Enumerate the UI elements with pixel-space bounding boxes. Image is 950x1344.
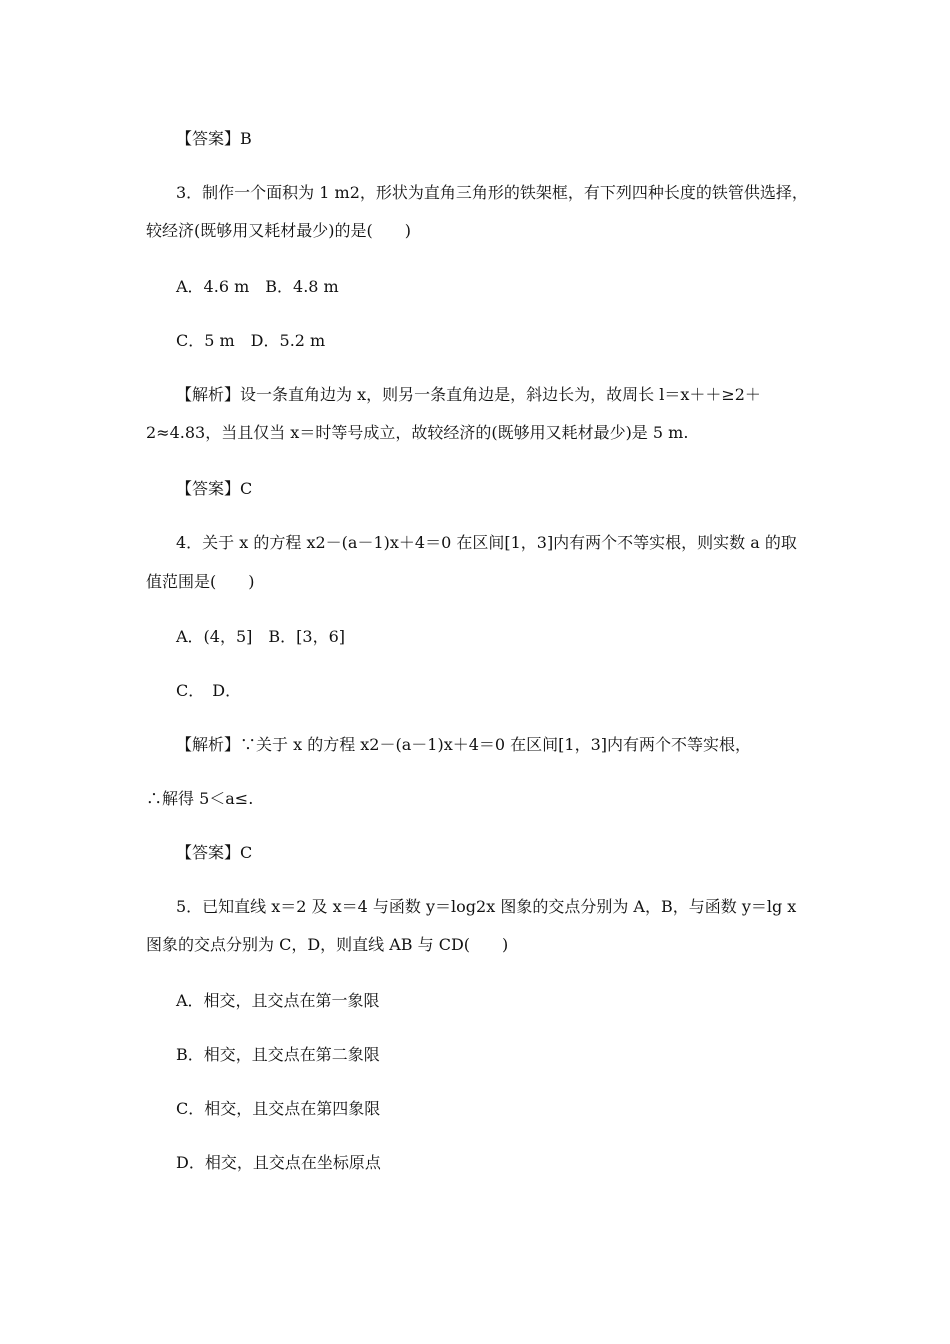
question-4-explanation-line-1: 【解析】∵关于 x 的方程 x2－(a－1)x＋4＝0 在区间[1，3]内有两个不等实根， (176, 735, 752, 754)
question-3-line-1: 3．制作一个面积为 1 m2，形状为直角三角形的铁架框，有下列四种长度的铁管供选择， (176, 183, 808, 202)
question-4-line-2: 值范围是( ) (146, 572, 255, 591)
question-5-option-d: D．相交，且交点在坐标原点 (176, 1153, 381, 1172)
question-5-option-b: B．相交，且交点在第二象限 (176, 1045, 380, 1064)
question-3-explanation-line-2: 2≈4.83，当且仅当 x＝时等号成立，故较经济的(既够用又耗材最少)是 5 m. (146, 423, 689, 442)
question-5-option-a: A．相交，且交点在第一象限 (176, 991, 380, 1010)
question-5-option-c: C．相交，且交点在第四象限 (176, 1099, 381, 1118)
question-3-options-cd: C．5 m D．5.2 m (176, 331, 326, 350)
question-4-options-ab: A．(4，5] B．[3，6] (176, 627, 346, 646)
question-5-line-1: 5．已知直线 x＝2 及 x＝4 与函数 y＝log2x 图象的交点分别为 A，B，与函数 y＝lg x (176, 897, 797, 916)
question-4-explanation-line-2: ∴解得 5＜a≤. (146, 789, 254, 808)
answer-3: 【答案】C (176, 479, 253, 498)
question-5-line-2: 图象的交点分别为 C，D，则直线 AB 与 CD( ) (146, 935, 509, 954)
question-3-line-2: 较经济(既够用又耗材最少)的是( ) (146, 221, 411, 240)
answer-2: 【答案】B (176, 129, 252, 148)
question-3-explanation-line-1: 【解析】设一条直角边为 x，则另一条直角边是，斜边长为，故周长 l＝x＋＋≥2＋ (176, 385, 761, 404)
question-3-options-ab: A．4.6 m B．4.8 m (176, 277, 339, 296)
question-4-options-cd: C． D． (176, 681, 242, 700)
question-4-line-1: 4．关于 x 的方程 x2－(a－1)x＋4＝0 在区间[1，3]内有两个不等实根，则实数 a 的取 (176, 533, 797, 552)
answer-4: 【答案】C (176, 843, 253, 862)
